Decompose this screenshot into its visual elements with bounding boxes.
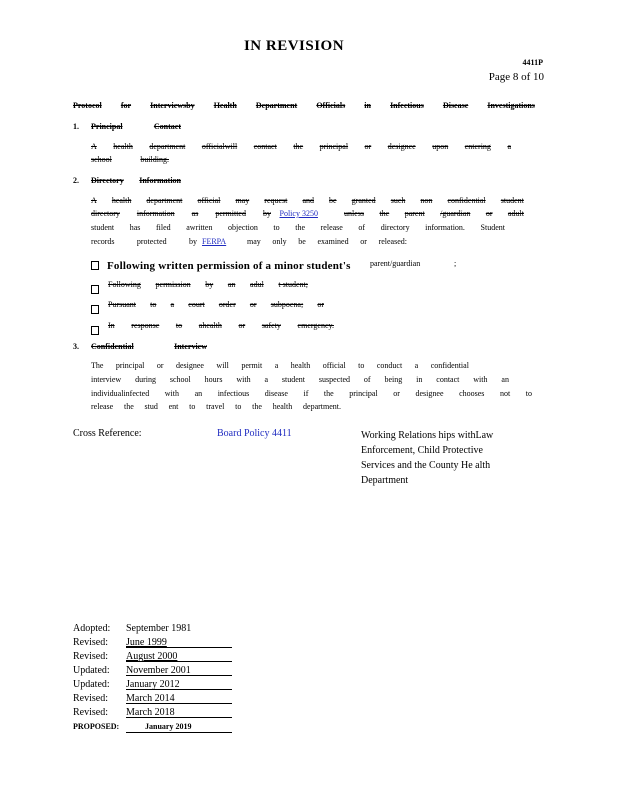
bullet-text xyxy=(108,300,324,309)
word: officialwill xyxy=(201,142,238,151)
history-rule xyxy=(126,732,232,733)
word: an xyxy=(227,280,236,289)
word: an xyxy=(501,375,509,384)
word: information xyxy=(136,209,175,218)
word: to xyxy=(525,389,532,398)
word: designee xyxy=(175,361,204,370)
word: order xyxy=(218,300,236,309)
word: Pursuant xyxy=(108,300,136,309)
word: or xyxy=(317,300,324,309)
word: request xyxy=(264,196,288,205)
word: emergency. xyxy=(297,321,334,330)
word: Information xyxy=(139,176,181,185)
checkbox-icon xyxy=(91,261,99,270)
word: t student; xyxy=(278,280,308,289)
word: Officials xyxy=(316,101,346,110)
history-rule xyxy=(126,717,232,718)
word: response xyxy=(131,321,160,330)
word: ahealth xyxy=(198,321,222,330)
word: conduct xyxy=(376,361,403,370)
word: adul xyxy=(250,280,264,289)
word: and xyxy=(302,196,314,205)
word: during xyxy=(135,375,156,384)
word: contact xyxy=(253,142,277,151)
word: with xyxy=(236,375,251,384)
word: Disease xyxy=(442,101,469,110)
word: student xyxy=(281,375,306,384)
word: in xyxy=(416,375,423,384)
word: The xyxy=(91,361,104,370)
ferpa-link[interactable]: FERPA xyxy=(202,237,227,246)
description-line: Enforcement, Child Protective xyxy=(361,445,483,456)
section-1-number: 1. xyxy=(73,122,79,131)
word: Health xyxy=(213,101,237,110)
word: principal xyxy=(349,389,378,398)
word: Protocol xyxy=(73,101,102,110)
word: or xyxy=(249,300,257,309)
line-segment xyxy=(91,237,197,246)
word: directory xyxy=(380,223,410,232)
word: filed xyxy=(155,223,171,232)
word: Student xyxy=(480,223,505,232)
bullet-end: ; xyxy=(454,259,457,268)
word: principal xyxy=(319,142,349,151)
word: will xyxy=(216,361,229,370)
section-2-line xyxy=(91,237,407,246)
word: In xyxy=(108,321,115,330)
word: to xyxy=(235,402,242,411)
policy-3250-link[interactable]: Policy 3250 xyxy=(279,209,318,218)
word: with xyxy=(473,375,488,384)
word: entering xyxy=(464,142,491,151)
page-title: IN REVISION xyxy=(243,38,345,54)
word: designee xyxy=(387,142,416,151)
word: Following xyxy=(108,280,141,289)
word: be xyxy=(298,237,306,246)
word: ent xyxy=(168,402,179,411)
word: court xyxy=(188,300,205,309)
history-label: Revised: xyxy=(73,693,108,704)
history-rule xyxy=(126,703,232,704)
word: department xyxy=(146,196,183,205)
bullet-text xyxy=(108,280,308,289)
word: or xyxy=(364,142,372,151)
word: of xyxy=(363,375,371,384)
word: may xyxy=(235,196,250,205)
history-label: Updated: xyxy=(73,679,110,690)
section-3-line xyxy=(91,389,532,398)
history-rule xyxy=(126,647,232,648)
word: student xyxy=(91,223,115,232)
word: designee xyxy=(415,389,444,398)
word: the xyxy=(295,223,306,232)
section-3-heading xyxy=(91,342,207,351)
word: interview xyxy=(91,375,122,384)
word: permission xyxy=(155,280,191,289)
word: directory xyxy=(91,209,120,218)
word: non xyxy=(420,196,433,205)
history-date: November 2001 xyxy=(126,665,191,676)
section-2-heading xyxy=(91,176,181,185)
word: department xyxy=(149,142,186,151)
word: released: xyxy=(378,237,407,246)
word: /guardian xyxy=(440,209,471,218)
history-date: January 2019 xyxy=(145,722,192,731)
word: adult xyxy=(507,209,524,218)
word: such xyxy=(390,196,406,205)
history-rule xyxy=(126,689,232,690)
history-label: Updated: xyxy=(73,665,110,676)
word: department. xyxy=(303,402,341,411)
bullet-item xyxy=(91,280,107,298)
word: information. xyxy=(425,223,465,232)
description-line: Services and the County He alth xyxy=(361,460,491,471)
history-rule xyxy=(126,675,232,676)
word: hours xyxy=(204,375,223,384)
bullet-text xyxy=(108,321,334,330)
word: suspected xyxy=(318,375,351,384)
word: chooses xyxy=(459,389,485,398)
line-segment xyxy=(91,209,271,218)
description-line: Working Relations hips withLaw xyxy=(361,430,494,441)
page-number: Page 8 of 10 xyxy=(488,71,544,83)
word: by xyxy=(205,280,214,289)
word: Interview xyxy=(174,342,207,351)
word: or xyxy=(238,321,246,330)
word: a xyxy=(264,375,269,384)
word: Directory xyxy=(91,176,124,185)
bullet-text: Following written permission of a minor student's xyxy=(107,260,351,272)
word: disease xyxy=(264,389,288,398)
history-date: June 1999 xyxy=(126,637,167,648)
word: unless xyxy=(344,209,364,218)
word: Confidential xyxy=(91,342,134,351)
word: health xyxy=(111,196,132,205)
history-date: August 2000 xyxy=(126,651,178,662)
section-1-heading xyxy=(91,122,181,131)
word: the xyxy=(323,389,334,398)
word: confidential xyxy=(447,196,486,205)
word: the xyxy=(252,402,262,411)
word: as xyxy=(191,209,199,218)
word: Department xyxy=(255,101,298,110)
word: contact xyxy=(436,375,460,384)
bullet-item xyxy=(91,300,107,318)
word: not xyxy=(499,389,511,398)
history-date: September 1981 xyxy=(126,623,192,634)
line-segment xyxy=(247,237,407,246)
word: safety xyxy=(261,321,281,330)
description-line: Department xyxy=(361,475,409,486)
history-label: Revised: xyxy=(73,707,108,718)
word: if xyxy=(303,389,309,398)
word: has xyxy=(129,223,141,232)
checkbox-icon xyxy=(91,305,99,314)
word: be xyxy=(329,196,337,205)
word: or xyxy=(393,389,400,398)
word: release xyxy=(320,223,343,232)
bullet-item xyxy=(91,321,107,339)
cross-reference-label: Cross Reference: xyxy=(73,428,142,439)
word: with xyxy=(164,389,179,398)
word: health xyxy=(272,402,293,411)
word: health xyxy=(290,361,311,370)
word: a xyxy=(170,300,175,309)
section-3-number: 3. xyxy=(73,342,79,351)
word: a xyxy=(274,361,279,370)
word: subpoena; xyxy=(270,300,304,309)
word: school xyxy=(91,155,112,164)
history-label: Revised: xyxy=(73,637,108,648)
cross-reference-description xyxy=(361,428,493,488)
word: awritten xyxy=(186,223,213,232)
word: principal xyxy=(115,361,145,370)
word: in xyxy=(364,101,371,110)
word: permitted xyxy=(215,209,246,218)
bullet-item xyxy=(91,256,351,274)
word: A xyxy=(91,196,97,205)
word: official xyxy=(322,361,346,370)
policy-code: 4411P xyxy=(522,58,543,67)
word: building. xyxy=(140,155,169,164)
word: student xyxy=(500,196,524,205)
word: or xyxy=(485,209,493,218)
word: health xyxy=(113,142,133,151)
word: travel xyxy=(206,402,225,411)
word: Infectious xyxy=(390,101,424,110)
word: may xyxy=(247,237,261,246)
history-rule xyxy=(126,661,232,662)
line-segment xyxy=(344,209,524,218)
word: a xyxy=(507,142,511,151)
bullet-tail: parent/guardian xyxy=(370,259,421,268)
section-1-line xyxy=(91,142,511,151)
checkbox-icon xyxy=(91,285,99,294)
section-3-line xyxy=(91,402,341,411)
section-2-line xyxy=(91,196,524,205)
word: to xyxy=(189,402,196,411)
word: infectious xyxy=(217,389,250,398)
history-date: March 2014 xyxy=(126,693,175,704)
section-3-line xyxy=(91,361,469,370)
word: to xyxy=(175,321,183,330)
word: the xyxy=(379,209,390,218)
section-2-line xyxy=(91,223,505,232)
word: an xyxy=(194,389,203,398)
section-1-line xyxy=(91,155,169,164)
word: Investigations xyxy=(487,101,535,110)
history-date: March 2018 xyxy=(126,707,175,718)
history-label: PROPOSED: xyxy=(73,722,120,731)
word: the xyxy=(123,402,134,411)
word: school xyxy=(169,375,191,384)
word: granted xyxy=(351,196,376,205)
word: parent xyxy=(404,209,425,218)
word: Contact xyxy=(153,122,181,131)
word: Interviewsby xyxy=(150,101,195,110)
word: the xyxy=(293,142,304,151)
history-row xyxy=(73,623,191,634)
word: only xyxy=(272,237,287,246)
section-2-line xyxy=(91,209,524,218)
section-2-number: 2. xyxy=(73,176,79,185)
protocol-heading xyxy=(73,101,535,110)
word: to xyxy=(358,361,365,370)
history-label: Adopted: xyxy=(73,623,111,634)
word: a xyxy=(414,361,419,370)
word: or xyxy=(156,361,164,370)
word: being xyxy=(384,375,403,384)
word: objection xyxy=(228,223,258,232)
word: stud xyxy=(144,402,158,411)
word: to xyxy=(273,223,280,232)
word: or xyxy=(360,237,367,246)
word: upon xyxy=(432,142,449,151)
history-label: Revised: xyxy=(73,651,108,662)
section-3-line xyxy=(91,375,509,384)
history-row xyxy=(73,722,191,731)
word: individualinfected xyxy=(91,389,150,398)
checkbox-icon xyxy=(91,326,99,335)
word: of xyxy=(358,223,366,232)
word: by xyxy=(262,209,271,218)
word: for xyxy=(120,101,132,110)
board-policy-link[interactable]: Board Policy 4411 xyxy=(217,428,292,439)
word: records xyxy=(91,237,115,246)
word: protected xyxy=(136,237,167,246)
word: by xyxy=(189,237,197,246)
word: permit xyxy=(241,361,263,370)
word: confidential xyxy=(430,361,469,370)
word: official xyxy=(197,196,221,205)
word: Principal xyxy=(91,122,123,131)
history-date: January 2012 xyxy=(126,679,180,690)
word: release xyxy=(91,402,114,411)
word: A xyxy=(91,142,97,151)
word: to xyxy=(150,300,157,309)
word: examined xyxy=(317,237,349,246)
